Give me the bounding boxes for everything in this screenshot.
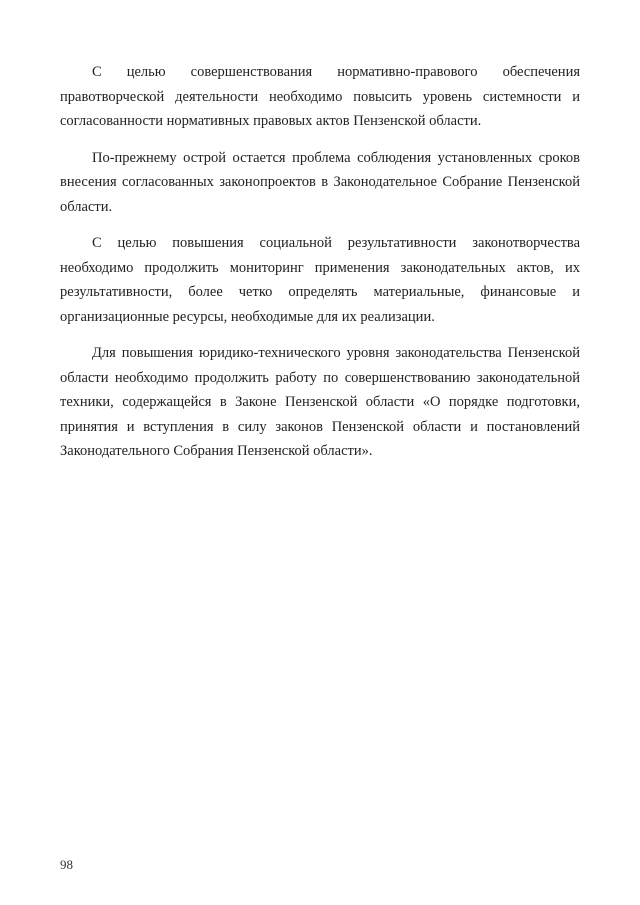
paragraph-4: Для повышения юридико-технического уровня законодательства Пензенской области необходимо продолжить работу по совершенствованию законодательной техники, содержащейся в Законе Пензенской области «О порядке подготовки, принятия и вступления в силу законов Пензенской области и постановлений Законодательного Собрания Пензенской области». (60, 345, 580, 459)
paragraph-2: По-прежнему острой остается проблема соблюдения установленных сроков внесения согласованных законопроектов в Законодательное Собрание Пензенской области. (60, 149, 580, 215)
document-body (60, 60, 580, 476)
page-number: 98 (60, 857, 73, 872)
paragraph-1: С целью совершенствования нормативно-правового обеспечения правотворческой деятельности необходимо повысить уровень системности и согласованности нормативных правовых актов Пензенской области. (60, 64, 580, 129)
paragraph-3: С целью повышения социальной результативности законотворчества необходимо продолжить мониторинг применения законодательных актов, их результативности, более четко определять материальные, финансовые и организационные ресурсы, необходимые для их реализации. (60, 235, 580, 325)
